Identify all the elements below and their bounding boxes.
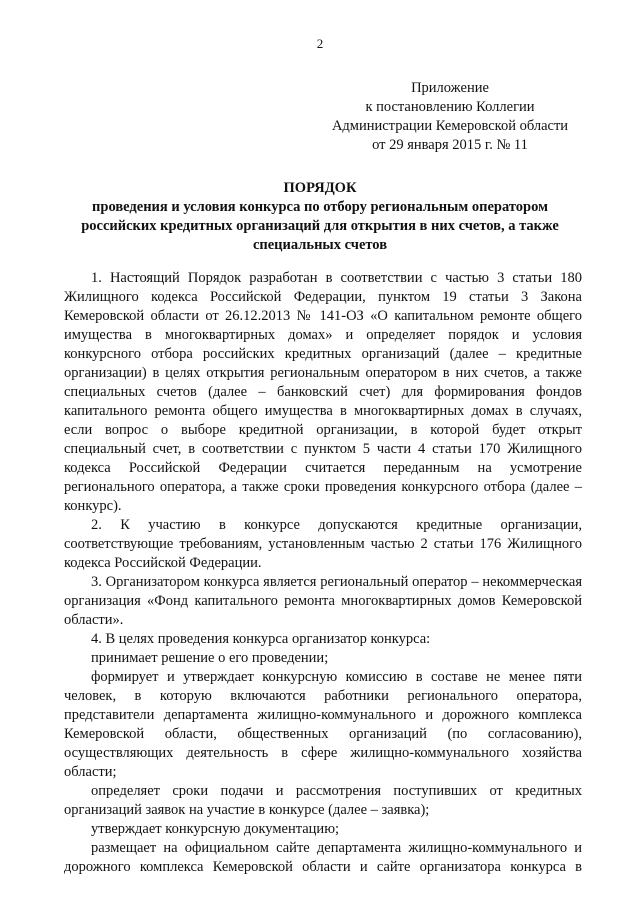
appendix-line: от 29 января 2015 г. № 11 — [372, 137, 528, 153]
subtitle-line: специальных счетов — [252, 237, 388, 253]
list-item: утверждает конкурсную документацию; — [91, 821, 340, 837]
paragraph-3: 3. Организатором конкурса является региональный оператор – некоммерческая организация «Фонд капитального ремонта многоквартирных домов Кемеровской области». — [64, 574, 582, 628]
subtitle-line: российских кредитных организаций для открытия в них счетов, а также — [81, 218, 559, 234]
document-body — [64, 269, 582, 877]
list-item: определяет сроки подачи и рассмотрения поступивших от кредитных организаций заявок на участие в конкурсе (далее – заявка); — [64, 783, 582, 818]
document-title: ПОРЯДОК — [283, 180, 357, 196]
page-number: 2 — [316, 36, 324, 51]
document-subtitle — [70, 198, 570, 255]
paragraph-2: 2. К участию в конкурсе допускаются кредитные организации, соответствующие требованиям, установленным частью 2 статьи 176 Жилищного кодекса Российской Федерации. — [64, 517, 582, 571]
paragraph-4: 4. В целях проведения конкурса организатор конкурса: — [91, 631, 431, 647]
appendix-line: Администрации Кемеровской области — [331, 118, 569, 134]
list-item: принимает решение о его проведении; — [91, 650, 329, 666]
appendix-line: Приложение — [411, 80, 489, 96]
list-item: размещает на официальном сайте департамента жилищно-коммунального и дорожного комплекса Кемеровской области и сайте организатора конкурса в — [64, 840, 582, 875]
paragraph-1: 1. Настоящий Порядок разработан в соответствии с частью 3 статьи 180 Жилищного кодекса Российской Федерации, пунктом 19 статьи 3 Закона Кемеровской области от 26.12.2013 № 141-ОЗ «О капитальном ремонте общего имущества в многоквартирных домах» и определяет порядок и условия конкурсного отбора российских кредитных организаций (далее – кредитные организации) в целях открытия региональным оператором в них счетов, а также специальных счетов (далее – банковский счет) для формирования фондов капитального ремонта общего имущества в многоквартирных домах в случаях, если вопрос о выборе кредитной организации, в которой будет открыт специальный счет, в соответствии с пунктом 5 части 4 статьи 170 Жилищного кодекса Российской Федерации считается переданным на усмотрение регионального оператора, а также сроки проведения конкурсного отбора (далее – конкурс). — [64, 270, 582, 514]
subtitle-line: проведения и условия конкурса по отбору региональным оператором — [92, 199, 548, 215]
appendix-block — [300, 79, 600, 155]
list-item: формирует и утверждает конкурсную комиссию в составе не менее пяти человек, в которую включаются работники регионального оператора, представители департамента жилищно-коммунального и дорожного комплекса Кемеровской области, общественных организаций (по согласованию), осуществляющих деятельность в сфере жилищно-коммунального хозяйства области; — [64, 669, 582, 780]
appendix-line: к постановлению Коллегии — [365, 99, 535, 115]
